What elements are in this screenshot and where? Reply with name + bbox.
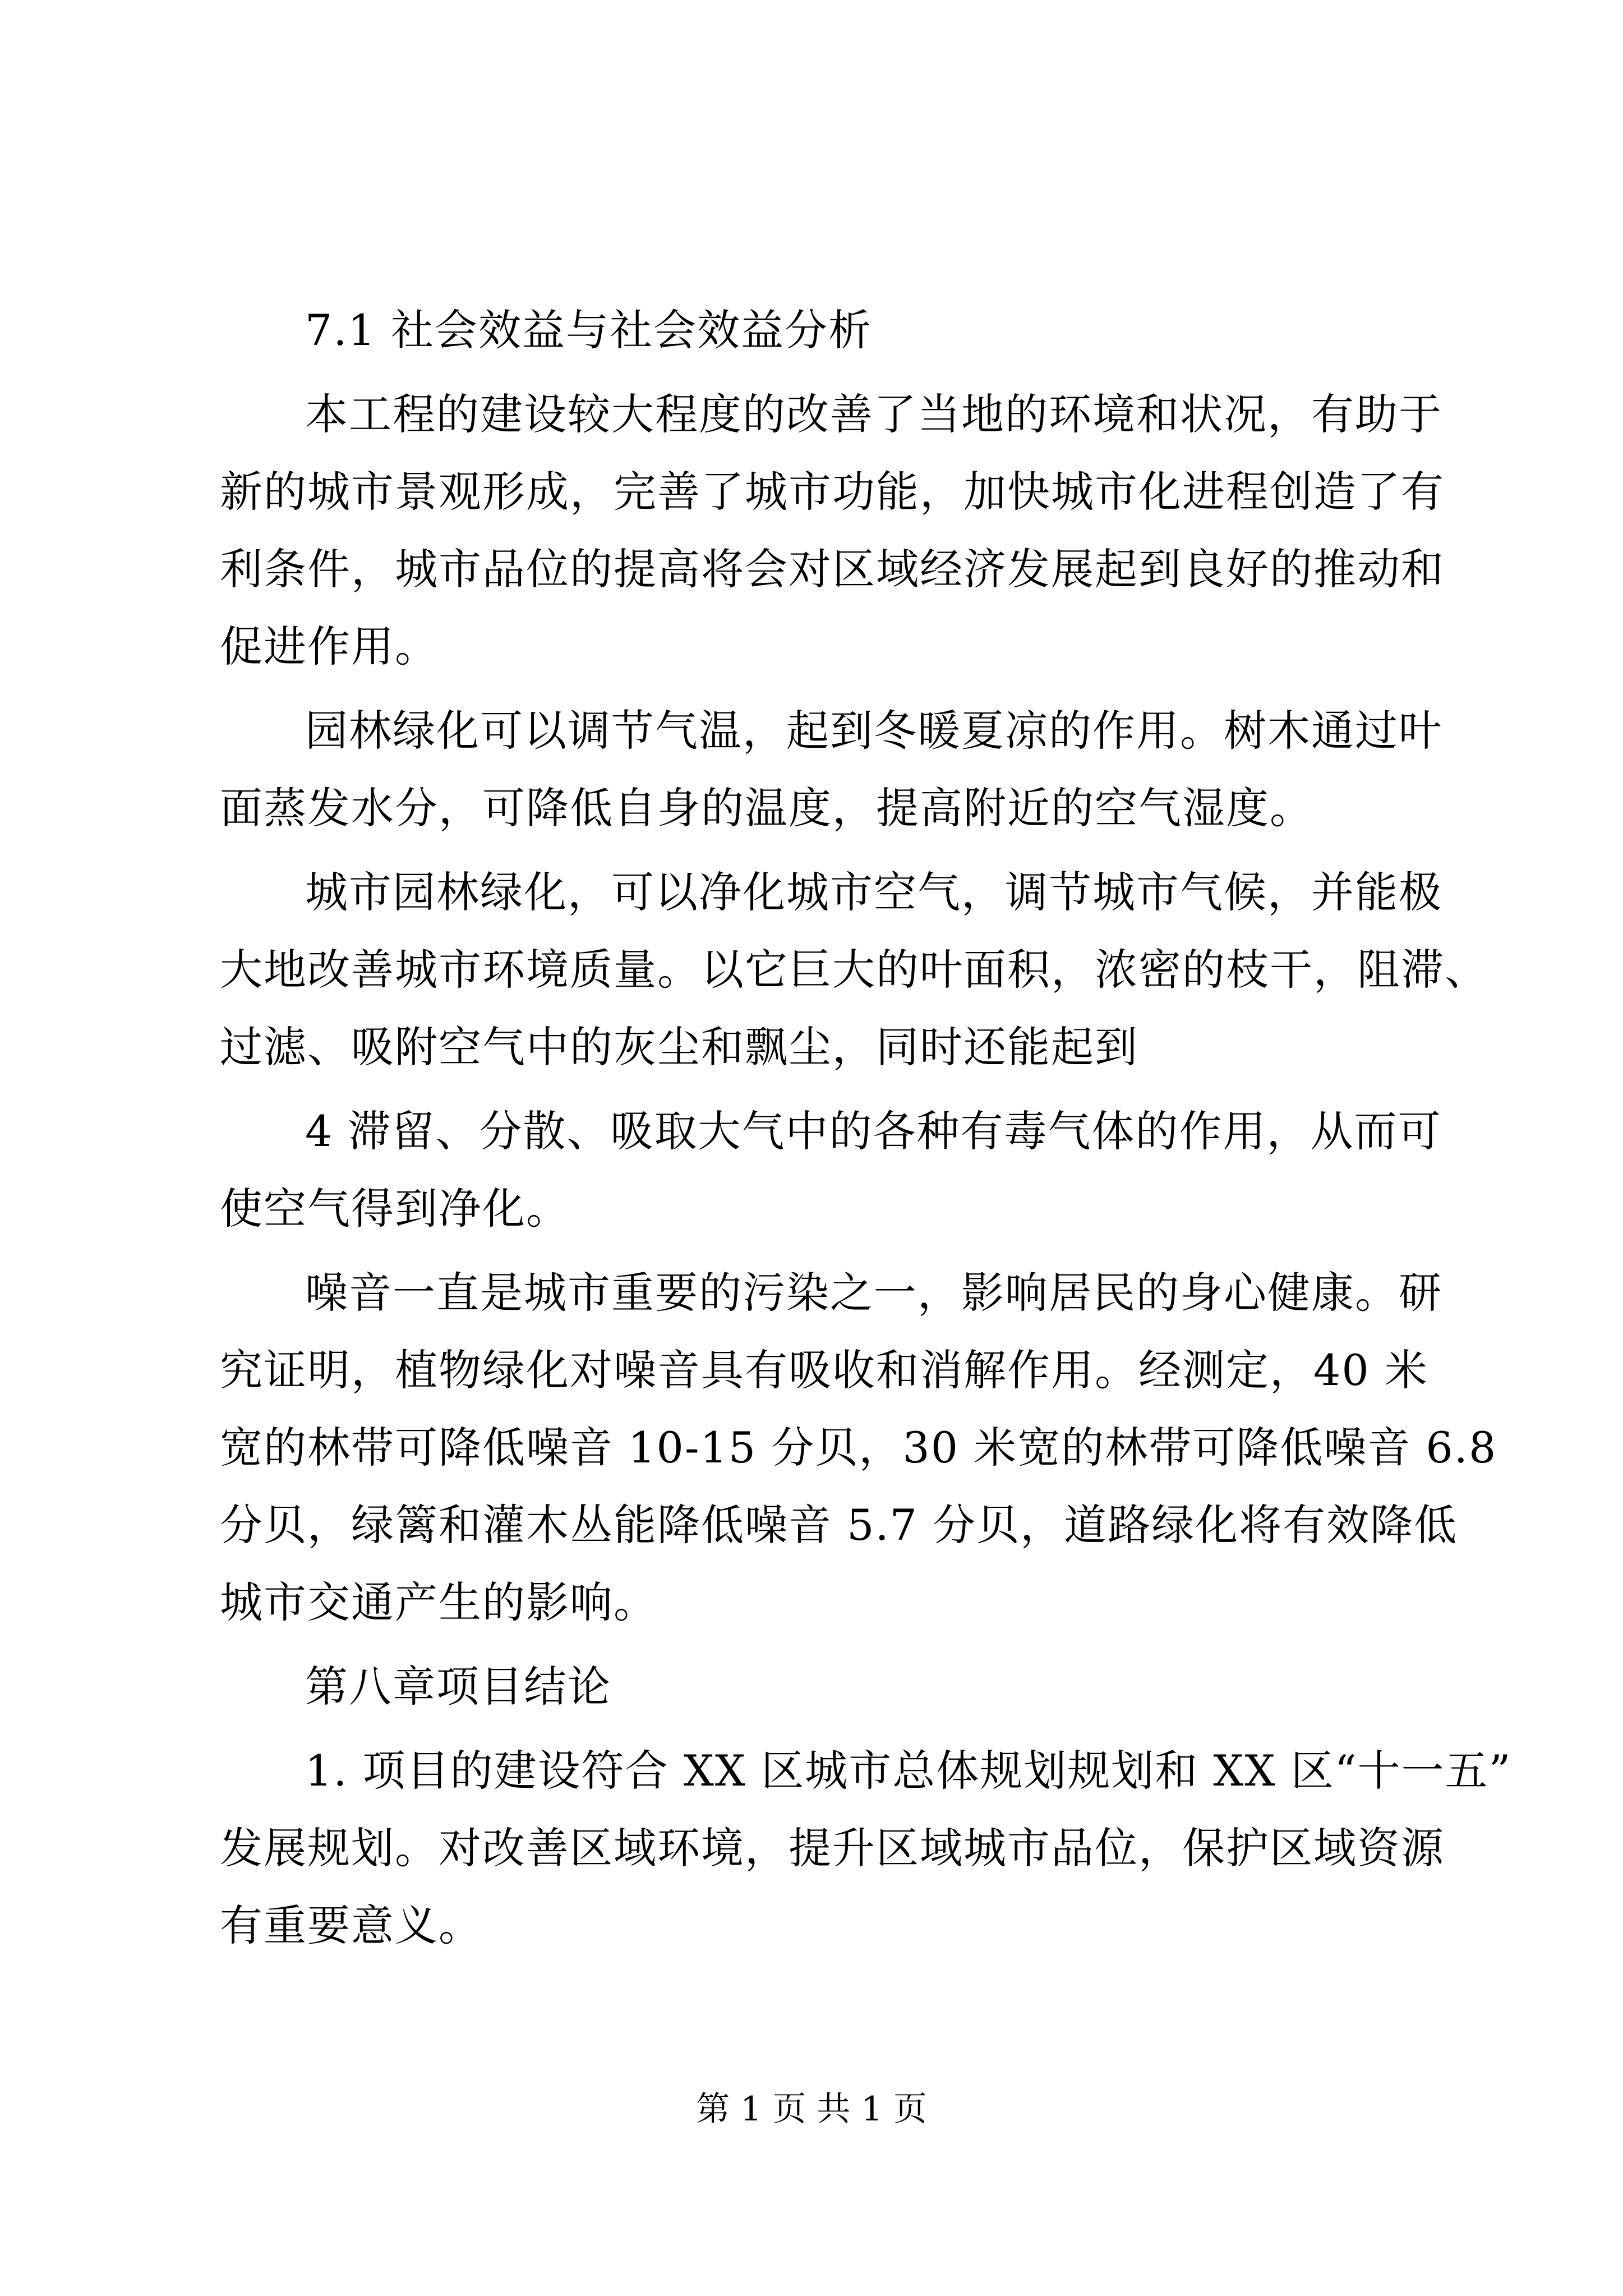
- page-footer: 第 1 页 共 1 页: [696, 2090, 927, 2129]
- text-line: 有重要意义。: [220, 1901, 482, 1950]
- text-line: 促进作用。: [220, 622, 439, 671]
- document-body: [220, 292, 1512, 1971]
- section-heading: [220, 292, 1420, 369]
- text-line: 新的城市景观形成，完善了城市功能，加快城市化进程创造了有: [220, 467, 1445, 517]
- paragraph: [220, 854, 1488, 1086]
- text-line: 7.1 社会效益与社会效益分析: [305, 305, 873, 355]
- text-line: 本工程的建设较大程度的改善了当地的环境和状况，有助于: [305, 389, 1442, 439]
- text-line: 面蒸发水分，可降低自身的温度，提高附近的空气湿度。: [220, 783, 1313, 833]
- paragraph: [220, 692, 1442, 847]
- text-line: 城市园林绿化，可以净化城市空气，调节城市气候，并能极: [305, 867, 1442, 917]
- paragraph: [220, 1732, 1512, 1964]
- text-line: 噪音一直是城市重要的污染之一，影响居民的身心健康。研: [305, 1268, 1442, 1318]
- text-line: 发展规划。对改善区域环境，提升区域城市品位，保护区域资源: [220, 1823, 1445, 1873]
- text-line: 究证明，植物绿化对噪音具有吸收和消解作用。经测定，40 米: [220, 1345, 1428, 1395]
- text-line: 分贝，绿篱和灌木丛能降低噪音 5.7 分贝，道路绿化将有效降低: [220, 1500, 1458, 1550]
- text-line: 第八章项目结论: [305, 1662, 611, 1711]
- paragraph: [220, 1093, 1442, 1248]
- chapter-heading: [220, 1648, 1420, 1726]
- text-line: 4 滞留、分散、吸取大气中的各种有毒气体的作用，从而可: [305, 1106, 1442, 1156]
- paragraph: [220, 1254, 1497, 1641]
- text-line: 利条件，城市品位的提高将会对区域经济发展起到良好的推动和: [220, 544, 1445, 594]
- text-line: 宽的林带可降低噪音 10-15 分贝，30 米宽的林带可降低噪音 6.8: [220, 1423, 1497, 1473]
- text-line: 1. 项目的建设符合 XX 区城市总体规划规划和 XX 区“十一五”: [305, 1746, 1512, 1796]
- text-line: 过滤、吸附空气中的灰尘和飘尘，同时还能起到: [220, 1022, 1138, 1072]
- text-line: 园林绿化可以调节气温，起到冬暖夏凉的作用。树木通过叶: [305, 706, 1442, 756]
- text-line: 大地改善城市环境质量。以它巨大的叶面积，浓密的枝干，阻滞、: [220, 945, 1488, 995]
- text-line: 使空气得到净化。: [220, 1184, 570, 1234]
- paragraph: [220, 376, 1445, 685]
- text-line: 城市交通产生的影响。: [220, 1577, 657, 1627]
